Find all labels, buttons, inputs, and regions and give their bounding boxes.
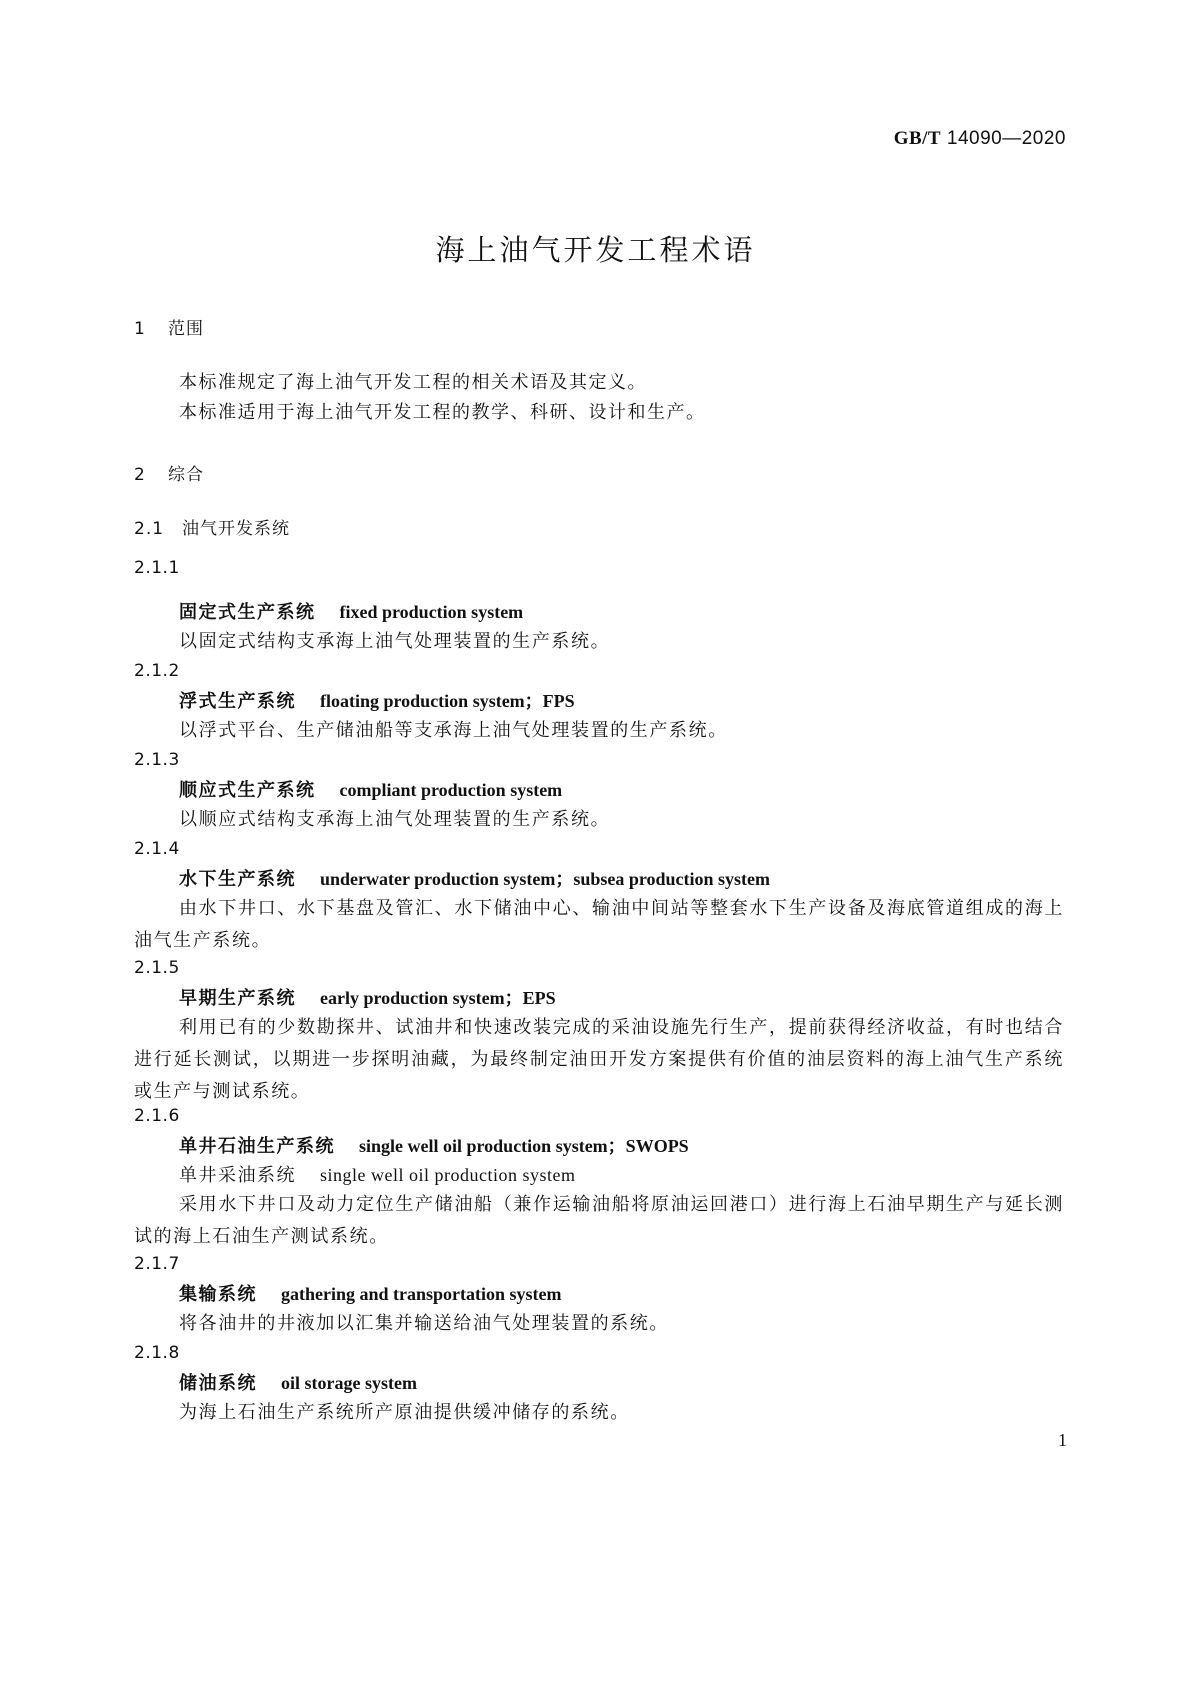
term-chinese: 储油系统 bbox=[179, 1373, 257, 1394]
synonym-chinese: 单井采油系统 bbox=[179, 1165, 296, 1186]
section-title: 范围 bbox=[168, 319, 204, 339]
scope-paragraph-1: 本标准规定了海上油气开发工程的相关术语及其定义。 bbox=[179, 372, 647, 393]
clause-number: 2.1.7 bbox=[134, 1254, 180, 1274]
term-entry bbox=[134, 686, 1109, 717]
term-definition: 以固定式结构支承海上油气处理装置的生产系统。 bbox=[179, 631, 611, 652]
term-entry bbox=[134, 775, 1109, 806]
section-2-1-heading bbox=[134, 514, 1064, 539]
section-number: 2 bbox=[134, 465, 146, 485]
clause-number: 2.1.1 bbox=[134, 558, 180, 578]
clause-number: 2.1.5 bbox=[134, 958, 180, 978]
term-chinese: 浮式生产系统 bbox=[179, 691, 296, 712]
term-english: floating production system；FPS bbox=[320, 691, 575, 711]
term-english: single well oil production system；SWOPS bbox=[359, 1136, 689, 1156]
term-entry bbox=[134, 1368, 1109, 1399]
scope-paragraph-2: 本标准适用于海上油气开发工程的教学、科研、设计和生产。 bbox=[179, 402, 706, 423]
term-english: early production system；EPS bbox=[320, 988, 556, 1008]
term-english: underwater production system；subsea production system bbox=[320, 869, 771, 889]
section-number: 1 bbox=[134, 319, 146, 339]
term-chinese: 顺应式生产系统 bbox=[179, 780, 316, 801]
term-chinese: 集输系统 bbox=[179, 1284, 257, 1305]
standard-code-number: 14090—2020 bbox=[941, 128, 1066, 149]
term-chinese: 单井石油生产系统 bbox=[179, 1136, 335, 1157]
term-english: compliant production system bbox=[339, 780, 563, 800]
clause-number: 2.1.8 bbox=[134, 1343, 180, 1363]
clause-number: 2.1.6 bbox=[134, 1106, 180, 1126]
term-english: oil storage system bbox=[281, 1373, 417, 1393]
section-title: 综合 bbox=[168, 465, 204, 485]
clause-number: 2.1.2 bbox=[134, 661, 180, 681]
term-definition: 将各油井的井液加以汇集并输送给油气处理装置的系统。 bbox=[179, 1313, 669, 1334]
term-definition: 由水下井口、水下基盘及管汇、水下储油中心、输油中间站等整套水下生产设备及海底管道组成的海上油气生产系统。 bbox=[134, 898, 1064, 951]
term-entry bbox=[134, 1131, 1109, 1162]
term-definition: 利用已有的少数勘探井、试油井和快速改装完成的采油设施先行生产，提前获得经济收益，有时也结合进行延长测试，以期进一步探明油藏，为最终制定油田开发方案提供有价值的油层资料的海上油气生产系统或生产与测试系统。 bbox=[134, 1017, 1064, 1102]
term-synonym bbox=[134, 1160, 1109, 1191]
term-chinese: 固定式生产系统 bbox=[179, 602, 316, 623]
section-1-heading bbox=[134, 314, 1064, 339]
clause-number: 2.1.3 bbox=[134, 750, 180, 770]
term-definition: 以浮式平台、生产储油船等支承海上油气处理装置的生产系统。 bbox=[179, 720, 728, 741]
term-entry bbox=[134, 597, 1109, 628]
page-number: 1 bbox=[1058, 1430, 1067, 1450]
term-entry bbox=[134, 864, 1109, 895]
section-number: 2.1 bbox=[134, 519, 165, 539]
term-chinese: 水下生产系统 bbox=[179, 869, 296, 890]
document-title: 海上油气开发工程术语 bbox=[435, 233, 756, 267]
term-english: fixed production system bbox=[339, 602, 524, 622]
term-entry bbox=[134, 1279, 1109, 1310]
standard-code-prefix: GB/T bbox=[893, 128, 942, 149]
section-title: 油气开发系统 bbox=[182, 519, 290, 539]
term-definition: 采用水下井口及动力定位生产储油船（兼作运输油船将原油运回港口）进行海上石油早期生产与延长测试的海上石油生产测试系统。 bbox=[134, 1194, 1064, 1247]
clause-number: 2.1.4 bbox=[134, 839, 180, 859]
term-english: gathering and transportation system bbox=[281, 1284, 562, 1304]
section-2-heading bbox=[134, 460, 1064, 485]
term-definition: 为海上石油生产系统所产原油提供缓冲储存的系统。 bbox=[179, 1402, 630, 1423]
term-entry bbox=[134, 983, 1109, 1014]
term-definition: 以顺应式结构支承海上油气处理装置的生产系统。 bbox=[179, 809, 611, 830]
standard-number bbox=[894, 128, 1066, 150]
term-chinese: 早期生产系统 bbox=[179, 988, 296, 1009]
synonym-english: single well oil production system bbox=[320, 1165, 576, 1185]
